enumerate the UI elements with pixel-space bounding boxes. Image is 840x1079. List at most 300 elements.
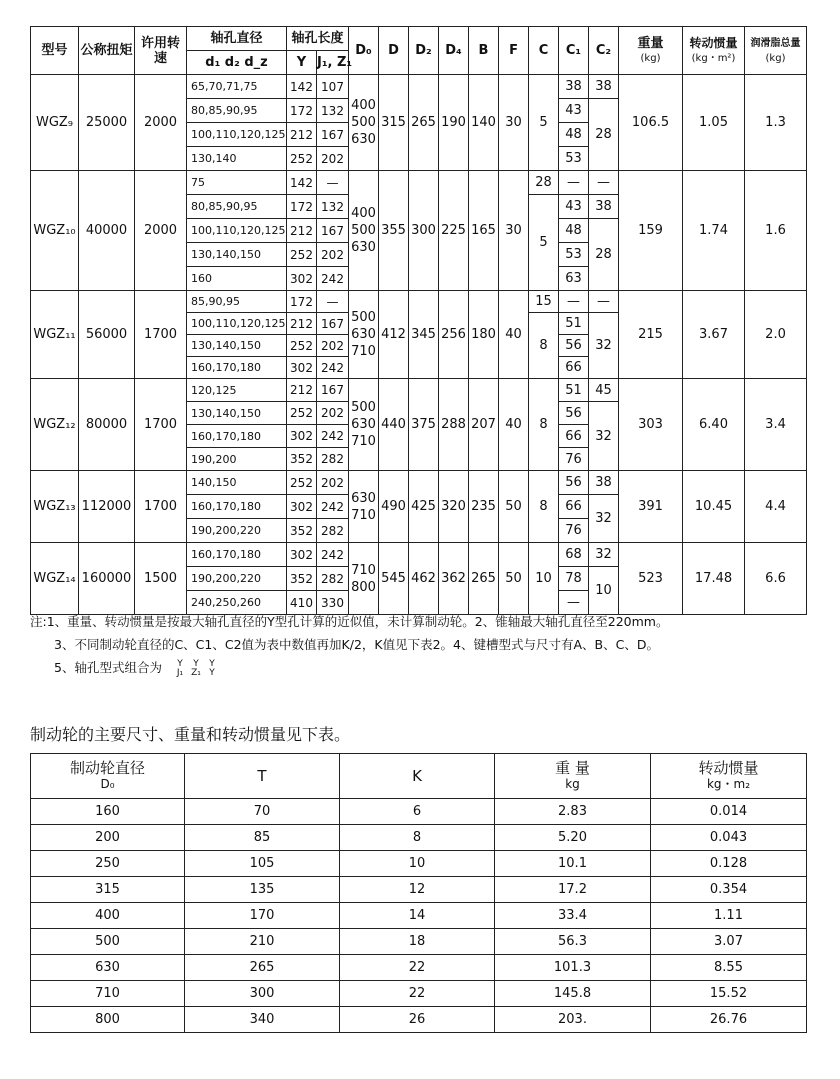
notes	[30, 610, 830, 679]
c1-cell: 68	[559, 543, 589, 567]
d2-cell: 425	[409, 471, 439, 543]
brake-cell: 210	[185, 929, 340, 955]
d0-value: 500	[351, 223, 376, 238]
brake-cell: 145.8	[495, 981, 651, 1007]
bore-length-y-cell: 172	[287, 195, 317, 219]
model-cell: WGZ₉	[31, 75, 79, 171]
header-weight	[619, 27, 683, 75]
grease-cell: 1.3	[745, 75, 807, 171]
bore-length-y-cell: 212	[287, 123, 317, 147]
header-weight-label: 重量	[637, 35, 664, 51]
bore-diameter-cell: 160,170,180	[187, 357, 287, 379]
brake-cell: 0.354	[651, 877, 807, 903]
bore-length-j-cell: 107	[317, 75, 349, 99]
bore-length-j-cell: 167	[317, 219, 349, 243]
d0-value: 630	[351, 490, 376, 506]
header-d4: D₄	[439, 27, 469, 75]
c1-cell: 43	[559, 99, 589, 123]
bore-diameter-cell: 190,200,220	[187, 519, 287, 543]
combo-bottom-3: Y	[209, 667, 215, 678]
brake-header-label: T	[257, 767, 267, 785]
bore-length-y-cell: 172	[287, 291, 317, 313]
bore-length-j-cell: 167	[317, 313, 349, 335]
c1-cell: 43	[559, 195, 589, 219]
c1-cell: 48	[559, 219, 589, 243]
c1-cell: 53	[559, 147, 589, 171]
c-cell: 15	[529, 291, 559, 313]
brake-header-label: 转动惯量	[698, 759, 759, 777]
torque-cell: 40000	[79, 171, 135, 291]
speed-cell: 1500	[135, 543, 187, 615]
spec-row	[31, 75, 807, 99]
c-cell: 5	[529, 195, 559, 291]
c2-cell: 45	[589, 379, 619, 402]
torque-cell: 80000	[79, 379, 135, 471]
brake-cell: 0.128	[651, 851, 807, 877]
b-cell: 140	[469, 75, 499, 171]
torque-cell: 160000	[79, 543, 135, 615]
brake-cell: 135	[185, 877, 340, 903]
c1-cell: 66	[559, 425, 589, 448]
brake-cell: 630	[31, 955, 185, 981]
c-cell: 28	[529, 171, 559, 195]
bore-length-j-cell: 282	[317, 519, 349, 543]
bore-length-y-cell: 410	[287, 591, 317, 615]
header-d0: D₀	[349, 27, 379, 75]
bore-length-y-cell: 352	[287, 567, 317, 591]
d0-value: 710	[351, 562, 376, 578]
d4-cell: 362	[439, 543, 469, 615]
brake-cell: 203.	[495, 1007, 651, 1033]
c1-cell: 56	[559, 471, 589, 495]
bore-diameter-cell: 80,85,90,95	[187, 99, 287, 123]
brake-header-row	[31, 754, 807, 799]
bore-diameter-cell: 130,140,150	[187, 243, 287, 267]
spec-row	[31, 291, 807, 313]
c2-cell: 38	[589, 75, 619, 99]
speed-cell: 2000	[135, 171, 187, 291]
brake-row	[31, 929, 807, 955]
c-cell: 8	[529, 471, 559, 543]
bore-length-j-cell: 167	[317, 379, 349, 402]
bore-length-y-cell: 252	[287, 335, 317, 357]
brake-cell: 17.2	[495, 877, 651, 903]
c-cell: 5	[529, 75, 559, 171]
brake-cell: 800	[31, 1007, 185, 1033]
inertia-cell: 17.48	[683, 543, 745, 615]
header-f: F	[499, 27, 529, 75]
c1-cell: 53	[559, 243, 589, 267]
header-bore-length-j: J₁, Z₁	[317, 51, 349, 75]
bore-length-j-cell: 202	[317, 147, 349, 171]
d4-cell: 256	[439, 291, 469, 379]
bore-length-j-cell: 202	[317, 471, 349, 495]
brake-header-unit: D₀	[100, 777, 115, 791]
bore-diameter-cell: 80,85,90,95	[187, 195, 287, 219]
header-inertia	[683, 27, 745, 75]
c-cell: 8	[529, 379, 559, 471]
grease-cell: 4.4	[745, 471, 807, 543]
bore-length-j-cell: 242	[317, 425, 349, 448]
bore-length-y-cell: 352	[287, 448, 317, 471]
c2-cell: 32	[589, 543, 619, 567]
speed-cell: 1700	[135, 379, 187, 471]
brake-cell: 500	[31, 929, 185, 955]
brake-cell: 5.20	[495, 825, 651, 851]
header-inertia-label: 转动惯量	[689, 35, 738, 50]
header-speed: 许用转速	[135, 27, 187, 75]
bore-diameter-cell: 160,170,180	[187, 425, 287, 448]
bore-diameter-cell: 100,110,120,125	[187, 123, 287, 147]
bore-length-y-cell: 302	[287, 357, 317, 379]
combo-top-2: Y	[193, 658, 199, 669]
d0-value: 710	[351, 507, 376, 523]
brake-row	[31, 1007, 807, 1033]
brake-header-cell	[495, 754, 651, 799]
brake-cell: 33.4	[495, 903, 651, 929]
brake-cell: 101.3	[495, 955, 651, 981]
b-cell: 207	[469, 379, 499, 471]
c2-cell: —	[589, 291, 619, 313]
note-line-3	[30, 656, 830, 679]
brake-cell: 26.76	[651, 1007, 807, 1033]
c1-cell: 66	[559, 495, 589, 519]
model-cell: WGZ₁₃	[31, 471, 79, 543]
brake-cell: 85	[185, 825, 340, 851]
bore-diameter-cell: 190,200,220	[187, 567, 287, 591]
brake-cell: 400	[31, 903, 185, 929]
bore-length-y-cell: 212	[287, 379, 317, 402]
brake-cell: 8	[340, 825, 495, 851]
bore-length-j-cell: 132	[317, 195, 349, 219]
f-cell: 30	[499, 75, 529, 171]
c1-cell: 38	[559, 75, 589, 99]
brake-header-unit: kg	[565, 777, 580, 791]
model-cell: WGZ₁₂	[31, 379, 79, 471]
d0-value: 710	[351, 434, 376, 449]
d0-cell	[349, 379, 379, 471]
d2-cell: 300	[409, 171, 439, 291]
bore-diameter-cell: 160	[187, 267, 287, 291]
bore-length-y-cell: 142	[287, 171, 317, 195]
d0-cell	[349, 471, 379, 543]
brake-cell: 56.3	[495, 929, 651, 955]
combo-bottom-1: J₁	[176, 667, 184, 678]
header-b: B	[469, 27, 499, 75]
d0-value: 400	[351, 206, 376, 221]
bore-diameter-cell: 65,70,71,75	[187, 75, 287, 99]
speed-cell: 1700	[135, 291, 187, 379]
c2-cell: 28	[589, 219, 619, 291]
header-d2: D₂	[409, 27, 439, 75]
d-cell: 315	[379, 75, 409, 171]
brake-cell: 0.014	[651, 799, 807, 825]
brake-cell: 6	[340, 799, 495, 825]
header-grease-label: 润滑脂总量	[750, 37, 801, 49]
brake-cell: 22	[340, 981, 495, 1007]
note-line-1: 注:1、重量、转动惯量是按最大轴孔直径的Y型孔计算的近似值，未计算制动轮。2、锥轴最大轴孔直径至220mm。	[30, 614, 669, 629]
c1-cell: —	[559, 171, 589, 195]
brake-row	[31, 903, 807, 929]
brake-header-cell	[31, 754, 185, 799]
spec-row	[31, 171, 807, 195]
d0-value: 630	[351, 327, 376, 342]
d2-cell: 375	[409, 379, 439, 471]
c2-cell: —	[589, 171, 619, 195]
bore-length-y-cell: 212	[287, 313, 317, 335]
brake-table-title: 制动轮的主要尺寸、重量和转动惯量见下表。	[30, 725, 351, 744]
weight-cell: 303	[619, 379, 683, 471]
c1-cell: 51	[559, 379, 589, 402]
brake-cell: 710	[31, 981, 185, 1007]
c1-cell: 76	[559, 448, 589, 471]
bore-diameter-cell: 130,140	[187, 147, 287, 171]
c1-cell: 51	[559, 313, 589, 335]
bore-length-j-cell: 330	[317, 591, 349, 615]
d4-cell: 288	[439, 379, 469, 471]
bore-length-j-cell: 202	[317, 402, 349, 425]
d4-cell: 225	[439, 171, 469, 291]
d0-value: 400	[351, 98, 376, 113]
brake-cell: 14	[340, 903, 495, 929]
weight-cell: 106.5	[619, 75, 683, 171]
brake-cell: 340	[185, 1007, 340, 1033]
brake-cell: 0.043	[651, 825, 807, 851]
bore-combination	[172, 660, 220, 678]
c2-cell: 32	[589, 402, 619, 471]
header-c1: C₁	[559, 27, 589, 75]
bore-length-y-cell: 302	[287, 543, 317, 567]
brake-cell: 3.07	[651, 929, 807, 955]
d-cell: 490	[379, 471, 409, 543]
inertia-cell: 1.74	[683, 171, 745, 291]
bore-length-j-cell: —	[317, 171, 349, 195]
d-cell: 412	[379, 291, 409, 379]
d4-cell: 190	[439, 75, 469, 171]
brake-header-label: 制动轮直径	[69, 759, 145, 777]
d0-value: 630	[351, 240, 376, 255]
brake-cell: 315	[31, 877, 185, 903]
bore-length-y-cell: 172	[287, 99, 317, 123]
b-cell: 265	[469, 543, 499, 615]
brake-header-unit: kg・m₂	[706, 777, 751, 791]
bore-length-y-cell: 252	[287, 402, 317, 425]
brake-cell: 105	[185, 851, 340, 877]
c1-cell: —	[559, 591, 589, 615]
inertia-cell: 6.40	[683, 379, 745, 471]
d0-value: 630	[351, 417, 376, 432]
bore-length-j-cell: 242	[317, 267, 349, 291]
bore-diameter-cell: 85,90,95	[187, 291, 287, 313]
brake-cell: 15.52	[651, 981, 807, 1007]
coupling-spec-body	[31, 75, 807, 615]
d0-cell	[349, 75, 379, 171]
brake-cell: 2.83	[495, 799, 651, 825]
bore-length-j-cell: 242	[317, 543, 349, 567]
b-cell: 165	[469, 171, 499, 291]
c1-cell: 78	[559, 567, 589, 591]
bore-diameter-cell: 160,170,180	[187, 543, 287, 567]
brake-cell: 26	[340, 1007, 495, 1033]
brake-cell: 170	[185, 903, 340, 929]
grease-cell: 1.6	[745, 171, 807, 291]
inertia-cell: 1.05	[683, 75, 745, 171]
header-bore-diameter: 轴孔直径	[187, 27, 287, 51]
torque-cell: 25000	[79, 75, 135, 171]
d0-cell	[349, 291, 379, 379]
f-cell: 50	[499, 543, 529, 615]
c1-cell: 76	[559, 519, 589, 543]
d0-cell	[349, 171, 379, 291]
brake-wheel-table	[30, 753, 807, 1033]
bore-length-j-cell: 242	[317, 357, 349, 379]
bore-length-y-cell: 302	[287, 495, 317, 519]
c2-cell: 10	[589, 567, 619, 615]
bore-length-j-cell: —	[317, 291, 349, 313]
bore-length-j-cell: 282	[317, 448, 349, 471]
header-bore-length-y: Y	[287, 51, 317, 75]
d0-value: 710	[351, 344, 376, 359]
bore-length-y-cell: 212	[287, 219, 317, 243]
brake-row	[31, 877, 807, 903]
brake-row	[31, 799, 807, 825]
d0-value: 630	[351, 132, 376, 147]
brake-cell: 265	[185, 955, 340, 981]
bore-length-j-cell: 202	[317, 243, 349, 267]
torque-cell: 56000	[79, 291, 135, 379]
c2-cell: 32	[589, 495, 619, 543]
note-line-3-text: 5、轴孔型式组合为	[54, 660, 162, 675]
brake-header-cell	[651, 754, 807, 799]
bore-diameter-cell: 100,110,120,125	[187, 313, 287, 335]
header-bore-diameter-sub: d₁ d₂ d_z	[187, 51, 287, 75]
weight-cell: 159	[619, 171, 683, 291]
combo-bottom-2: Z₁	[191, 667, 201, 678]
brake-body	[31, 799, 807, 1033]
f-cell: 50	[499, 471, 529, 543]
brake-row	[31, 981, 807, 1007]
brake-cell: 10	[340, 851, 495, 877]
header-weight-unit: (kg)	[640, 52, 661, 64]
brake-cell: 160	[31, 799, 185, 825]
c2-cell: 32	[589, 313, 619, 379]
weight-cell: 215	[619, 291, 683, 379]
bore-diameter-cell: 190,200	[187, 448, 287, 471]
bore-length-y-cell: 302	[287, 425, 317, 448]
bore-diameter-cell: 130,140,150	[187, 335, 287, 357]
c1-cell: 56	[559, 402, 589, 425]
brake-cell: 200	[31, 825, 185, 851]
bore-length-j-cell: 242	[317, 495, 349, 519]
brake-header-cell	[340, 754, 495, 799]
d0-value: 500	[351, 400, 376, 415]
header-grease	[745, 27, 807, 75]
c1-cell: 66	[559, 357, 589, 379]
bore-length-j-cell: 132	[317, 99, 349, 123]
brake-cell: 1.11	[651, 903, 807, 929]
spec-row	[31, 471, 807, 495]
coupling-spec-table	[30, 26, 807, 615]
bore-length-y-cell: 252	[287, 147, 317, 171]
bore-length-y-cell: 142	[287, 75, 317, 99]
brake-cell: 70	[185, 799, 340, 825]
brake-cell: 22	[340, 955, 495, 981]
d2-cell: 345	[409, 291, 439, 379]
bore-diameter-cell: 140,150	[187, 471, 287, 495]
d0-value: 500	[351, 310, 376, 325]
combo-top-3: Y	[209, 658, 215, 669]
bore-diameter-cell: 160,170,180	[187, 495, 287, 519]
header-inertia-unit: (kg・m²)	[691, 52, 736, 64]
d-cell: 440	[379, 379, 409, 471]
model-cell: WGZ₁₀	[31, 171, 79, 291]
model-cell: WGZ₁₄	[31, 543, 79, 615]
weight-cell: 523	[619, 543, 683, 615]
c1-cell: 48	[559, 123, 589, 147]
note-line-2: 3、不同制动轮直径的C、C1、C2值为表中数值再加K/2，K值见下表2。4、键槽型式与尺寸有A、B、C、D。	[54, 637, 659, 652]
bore-diameter-cell: 240,250,260	[187, 591, 287, 615]
header-torque: 公称扭矩	[79, 27, 135, 75]
inertia-cell: 10.45	[683, 471, 745, 543]
grease-cell: 6.6	[745, 543, 807, 615]
d2-cell: 265	[409, 75, 439, 171]
d0-value: 800	[351, 579, 376, 595]
brake-header-label: K	[412, 767, 422, 785]
speed-cell: 1700	[135, 471, 187, 543]
header-grease-unit: (kg)	[765, 52, 786, 64]
bore-diameter-cell: 130,140,150	[187, 402, 287, 425]
brake-row	[31, 851, 807, 877]
c-cell: 8	[529, 313, 559, 379]
b-cell: 235	[469, 471, 499, 543]
c1-cell: 56	[559, 335, 589, 357]
brake-header-cell	[185, 754, 340, 799]
brake-cell: 18	[340, 929, 495, 955]
d0-cell	[349, 543, 379, 615]
header-bore-length: 轴孔长度	[287, 27, 349, 51]
header-model: 型号	[31, 27, 79, 75]
d4-cell: 320	[439, 471, 469, 543]
brake-cell: 300	[185, 981, 340, 1007]
bore-length-j-cell: 282	[317, 567, 349, 591]
c2-cell: 38	[589, 195, 619, 219]
spec-row	[31, 379, 807, 402]
brake-cell: 12	[340, 877, 495, 903]
model-cell: WGZ₁₁	[31, 291, 79, 379]
brake-row	[31, 955, 807, 981]
d2-cell: 462	[409, 543, 439, 615]
brake-row	[31, 825, 807, 851]
c-cell: 10	[529, 543, 559, 615]
brake-cell: 10.1	[495, 851, 651, 877]
spec-row	[31, 543, 807, 567]
bore-length-y-cell: 352	[287, 519, 317, 543]
header-c2: C₂	[589, 27, 619, 75]
header-c: C	[529, 27, 559, 75]
brake-cell: 250	[31, 851, 185, 877]
f-cell: 30	[499, 171, 529, 291]
bore-length-y-cell: 302	[287, 267, 317, 291]
inertia-cell: 3.67	[683, 291, 745, 379]
f-cell: 40	[499, 379, 529, 471]
d0-value: 500	[351, 115, 376, 130]
c1-cell: —	[559, 291, 589, 313]
bore-length-j-cell: 167	[317, 123, 349, 147]
bore-diameter-cell: 100,110,120,125	[187, 219, 287, 243]
bore-length-y-cell: 252	[287, 243, 317, 267]
speed-cell: 2000	[135, 75, 187, 171]
torque-cell: 112000	[79, 471, 135, 543]
